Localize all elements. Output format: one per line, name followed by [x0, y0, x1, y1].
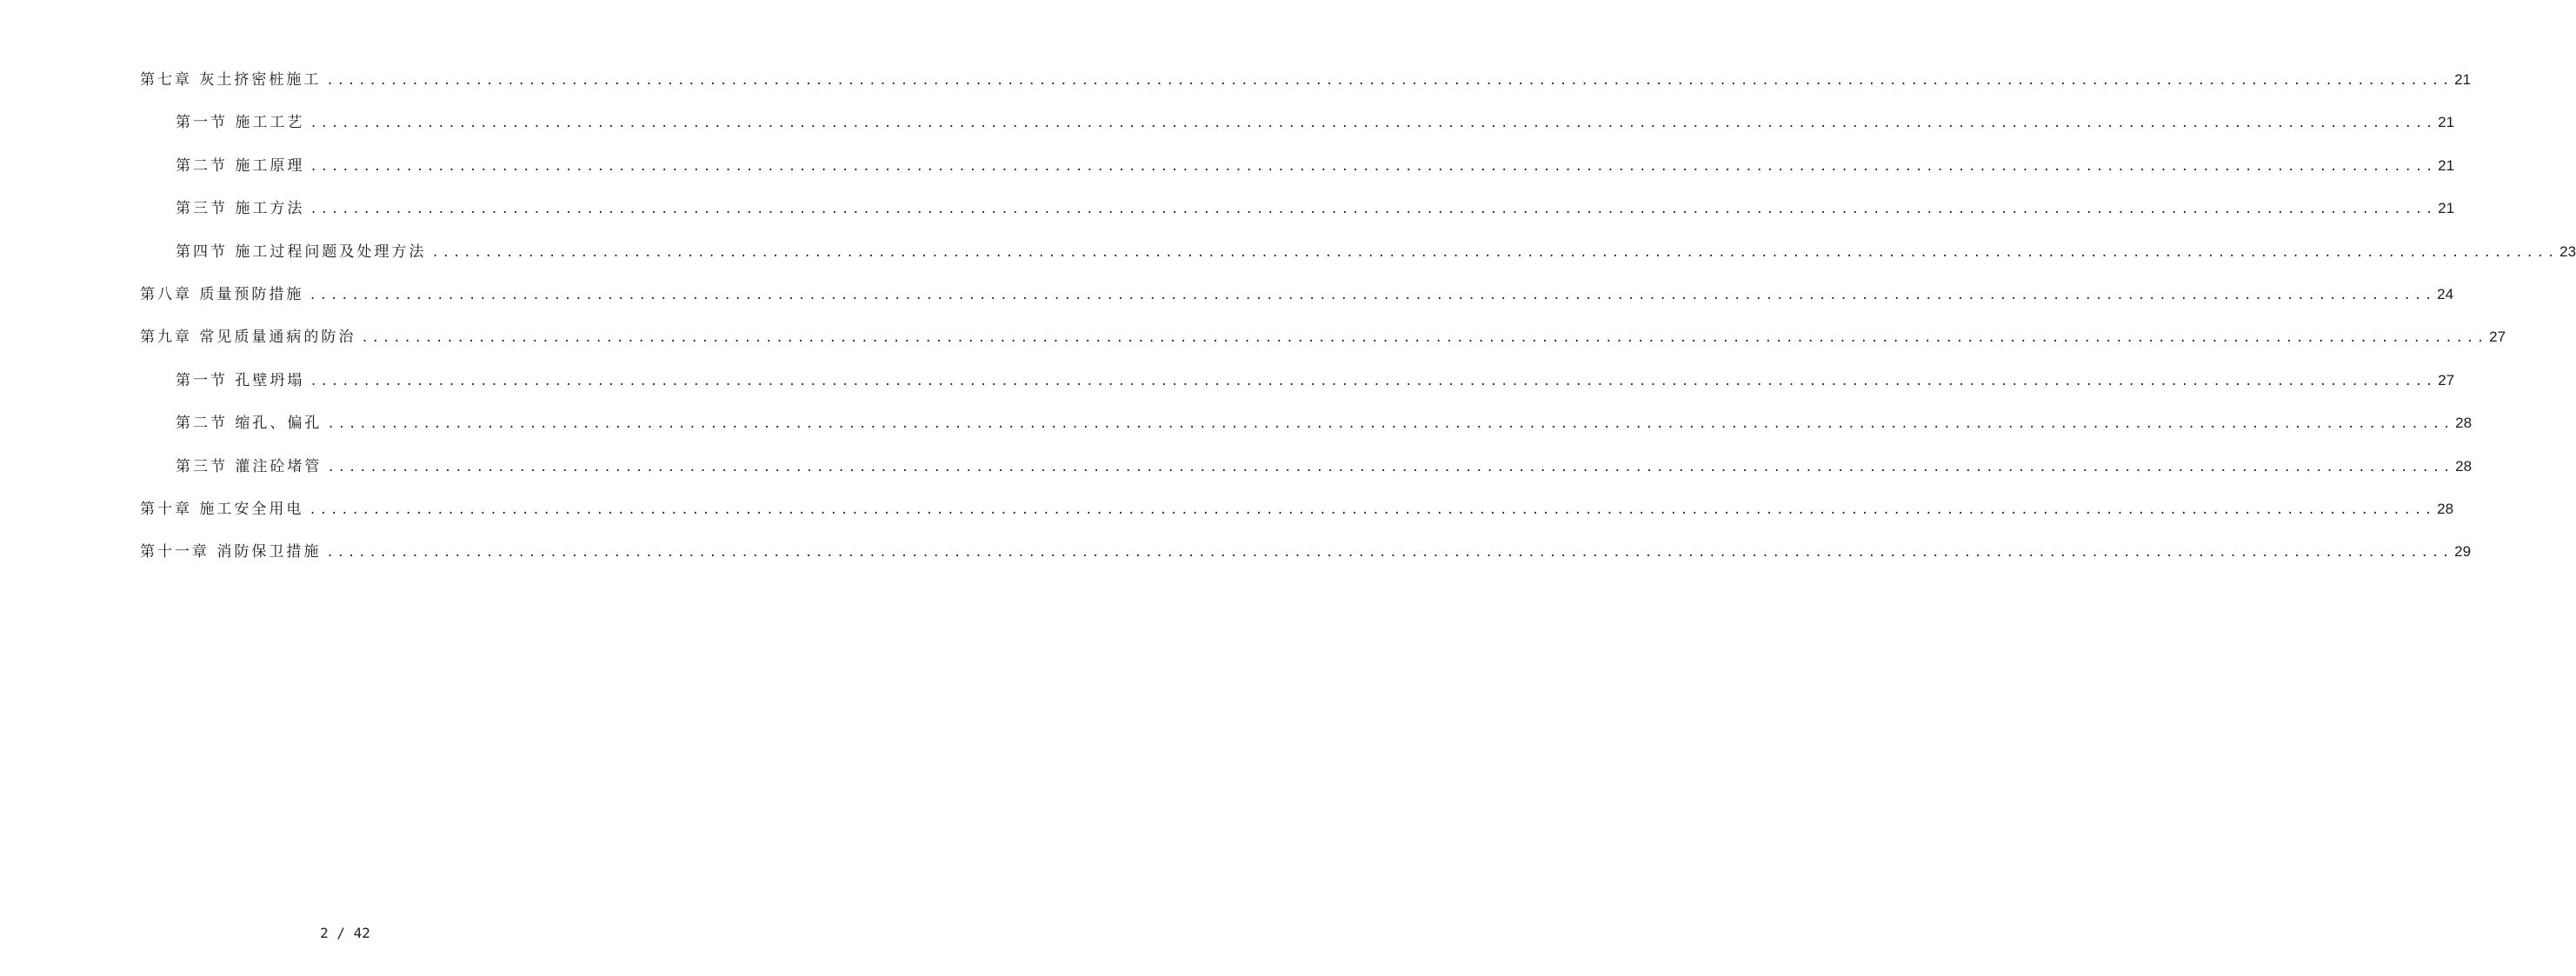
- toc-entry-page: 21: [2438, 200, 2455, 216]
- toc-leader: ........................................................................................................................................................................................................: [310, 160, 2437, 174]
- toc-leader: ........................................................................................................................................................................................................: [310, 203, 2437, 216]
- toc-entry-page: 28: [2455, 415, 2473, 431]
- toc-leader: ........................................................................................................................................................................................................: [310, 116, 2437, 130]
- toc-entry-page: 28: [2455, 458, 2473, 475]
- toc-entry-page: 29: [2454, 543, 2472, 560]
- toc-entry-page: 21: [2438, 114, 2455, 130]
- toc-entry-section-9-3[interactable]: [176, 456, 2473, 477]
- toc-entry-section-7-2[interactable]: [176, 156, 2455, 176]
- toc-entry-section-7-4[interactable]: [176, 242, 2576, 262]
- page-number-footer: 2 / 42: [320, 925, 370, 941]
- toc-entry-section-9-2[interactable]: [176, 413, 2473, 434]
- toc-entry-chapter-9[interactable]: [140, 327, 2506, 348]
- toc-entry-title: 第十一章 消防保卫措施: [140, 543, 322, 561]
- toc-entry-title: 第二节 缩孔、偏孔: [176, 415, 323, 432]
- toc-entry-page: 24: [2437, 286, 2454, 302]
- toc-entry-title: 第四节 施工过程问题及处理方法: [176, 243, 427, 261]
- toc-entry-title: 第八章 质量预防措施: [140, 286, 304, 303]
- toc-leader: ........................................................................................................................................................................................................: [361, 331, 2488, 345]
- toc-entry-page: 21: [2438, 157, 2455, 174]
- toc-entry-title: 第九章 常见质量通病的防治: [140, 329, 356, 346]
- toc-entry-chapter-10[interactable]: [140, 499, 2454, 520]
- toc-entry-chapter-11[interactable]: [140, 541, 2472, 562]
- toc-entry-title: 第七章 灰土挤密桩施工: [140, 71, 322, 89]
- toc-leader: ........................................................................................................................................................................................................: [309, 503, 2436, 517]
- toc-entry-title: 第一节 孔壁坍塌: [176, 372, 305, 389]
- toc-entry-page: 28: [2437, 501, 2454, 517]
- toc-entry-chapter-7[interactable]: [140, 70, 2472, 90]
- toc-leader: ........................................................................................................................................................................................................: [327, 417, 2454, 431]
- toc-entry-title: 第三节 灌注砼堵管: [176, 458, 323, 475]
- toc-entry-title: 第十章 施工安全用电: [140, 501, 304, 518]
- toc-leader: ........................................................................................................................................................................................................: [326, 74, 2453, 88]
- toc-entry-page: 23: [2559, 243, 2576, 260]
- toc-leader: ........................................................................................................................................................................................................: [309, 289, 2436, 302]
- toc-entry-title: 第二节 施工原理: [176, 157, 305, 175]
- toc-entry-page: 27: [2489, 329, 2506, 345]
- toc-entry-title: 第三节 施工方法: [176, 200, 305, 217]
- toc-entry-section-7-1[interactable]: [176, 112, 2455, 133]
- toc-entry-section-7-3[interactable]: [176, 198, 2455, 219]
- toc-entry-title: 第一节 施工工艺: [176, 114, 305, 131]
- toc-leader: ........................................................................................................................................................................................................: [431, 246, 2559, 260]
- toc-entry-page: 27: [2438, 372, 2455, 388]
- toc-leader: ........................................................................................................................................................................................................: [310, 375, 2437, 388]
- toc-entry-section-9-1[interactable]: [176, 370, 2455, 391]
- toc-entry-page: 21: [2454, 71, 2472, 88]
- toc-leader: ........................................................................................................................................................................................................: [327, 461, 2454, 475]
- toc-leader: ........................................................................................................................................................................................................: [326, 546, 2453, 560]
- toc-entry-chapter-8[interactable]: [140, 284, 2454, 305]
